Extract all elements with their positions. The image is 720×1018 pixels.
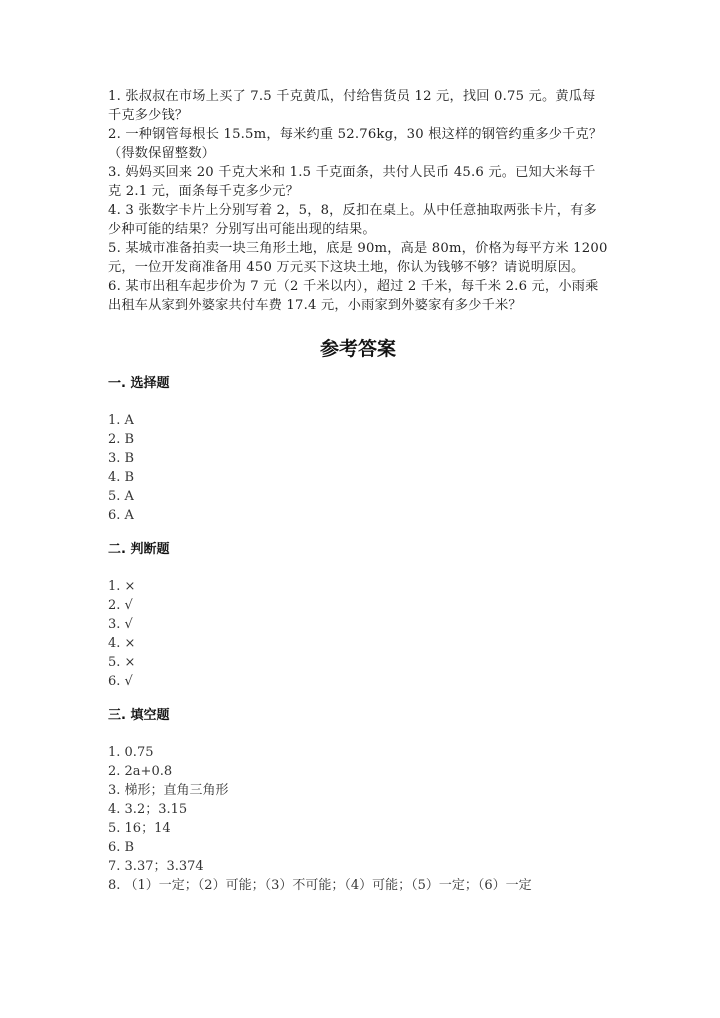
answer-item: 1. 0.75 — [108, 745, 154, 760]
answer-item: 8. （1）一定；（2）可能；（3）不可能；（4）可能；（5）一定；（6）一定 — [108, 878, 532, 893]
answer-list — [108, 743, 608, 895]
answer-item: 5. 16；14 — [108, 821, 171, 836]
answer-list — [108, 411, 608, 525]
document-page — [108, 87, 608, 909]
section-heading: 一. 选择题 — [108, 376, 170, 391]
section-heading: 二. 判断题 — [108, 542, 170, 557]
answer-item: 6. B — [108, 840, 135, 855]
question-item: 6. 某市出租车起步价为 7 元（2 千米以内），超过 2 千米，每千米 2.6 元，小雨乘出租车从家到外婆家共付车费 17.4 元，小雨家到外婆家有多少千米？ — [108, 279, 599, 313]
question-item: 1. 张叔叔在市场上买了 7.5 千克黄瓜，付给售货员 12 元，找回 0.75 元。黄瓜每千克多少钱？ — [108, 89, 596, 123]
section-judgment — [108, 539, 608, 691]
answer-item: 2. B — [108, 432, 135, 447]
answer-item: 4. B — [108, 470, 135, 485]
answer-item: 3. B — [108, 451, 135, 466]
answer-item: 5. × — [108, 655, 136, 670]
question-item: 4. 3 张数字卡片上分别写着 2，5，8，反扣在桌上。从中任意抽取两张卡片，有多少种可能的结果？分别写出可能出现的结果。 — [108, 203, 597, 237]
answer-item: 4. 3.2；3.15 — [108, 802, 188, 817]
answer-item: 1. × — [108, 579, 136, 594]
answer-item: 6. A — [108, 508, 134, 523]
answer-item: 3. 梯形；直角三角形 — [108, 783, 229, 798]
question-item: 3. 妈妈买回来 20 千克大米和 1.5 千克面条，共付人民币 45.6 元。已知大米每千克 2.1 元，面条每千克多少元？ — [108, 165, 596, 199]
answer-item: 1. A — [108, 413, 134, 428]
answer-list — [108, 577, 608, 691]
answer-item: 2. 2a+0.8 — [108, 764, 173, 779]
section-heading: 三. 填空题 — [108, 708, 170, 723]
question-item: 5. 某城市准备拍卖一块三角形土地，底是 90m，高是 80m，价格为每平方米 1200 元，一位开发商准备用 450 万元买下这块土地，你认为钱够不够？请说明原因。 — [108, 241, 608, 275]
answer-item: 6. √ — [108, 674, 133, 689]
answer-item: 5. A — [108, 489, 134, 504]
answer-title: 参考答案 — [319, 338, 396, 360]
answer-item: 7. 3.37；3.374 — [108, 859, 204, 874]
question-list — [108, 87, 608, 315]
answer-item: 3. √ — [108, 617, 133, 632]
section-choice — [108, 373, 608, 525]
question-item: 2. 一种钢管每根长 15.5m，每米约重 52.76kg，30 根这样的钢管约重多少千克？（得数保留整数） — [108, 127, 603, 161]
answer-item: 2. √ — [108, 598, 133, 613]
answer-item: 4. × — [108, 636, 136, 651]
section-fill-in — [108, 705, 608, 895]
